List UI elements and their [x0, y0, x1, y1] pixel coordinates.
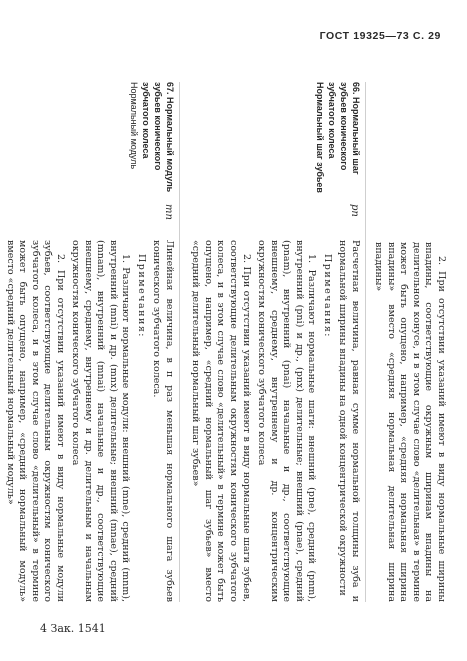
- term-entry-67: [0, 82, 179, 602]
- term-name: 66. Нормальный шаг зубьев конического зубчатого колеса Нормальный шаг зубьев: [315, 82, 361, 193]
- definition-cell: [0, 234, 179, 602]
- symbol-cell: pn: [348, 204, 360, 217]
- term-cell: [0, 82, 179, 202]
- intro-note-text: 2. При отсутствии указаний имеют в виду нормальные ширины впадины, соответствующие окружным ширинам впадины на делительном конусе, и в этом случае слово «делительная» в термине может быть опущено, например, «средняя нормальная ширина впадины» вместо «средняя нормальная делительная ширина впадины»: [373, 242, 447, 602]
- rotated-content: [4, 82, 451, 602]
- intro-note: [365, 82, 451, 602]
- term-short-name: Нормальный модуль: [129, 82, 140, 170]
- term-entry-66: [179, 82, 365, 602]
- term-name: 67. Нормальный модуль зубьев конического зубчатого колеса: [141, 82, 175, 193]
- note-2: 2. При отсутствии указаний имеют в виду нормальные модули зубьев, соответствующие делительным окружностям конического зубчатого колеса, и в этом случае слово «делительный» в термине может быть опущено, например, «средний нормальный модуль» вместо «средний делительный нормальный модуль»: [4, 240, 66, 602]
- page-footer: 4 Зак. 1541: [40, 622, 106, 635]
- page-header: ГОСТ 19325—73 С. 29: [319, 30, 441, 42]
- term-cell: [180, 82, 365, 202]
- notes-heading: Примечания:: [321, 254, 333, 339]
- definition-text: Расчетная величина, равная сумме нормальной толщины зуба и нормальной ширины впадины на одной концентрической окружности: [337, 240, 361, 602]
- note-1: 1. Различают нормальные шаги: внешний (pne), средний (pnm), внутренний (pni) и др., (pnx) делительные; внешний (pnae), средний (pnam), внутренний (pnai) начальные и др., соответствующие внешнему, среднему, внутреннему и др. концентрическим окружностям конического зубчатого колеса: [256, 240, 318, 602]
- symbol-cell: mn: [162, 204, 174, 220]
- definition-cell: [180, 234, 365, 602]
- notes-heading: Примечания:: [135, 254, 147, 339]
- note-1: 1. Различают нормальные модули: внешний (mne), средний (mnm), внутренний (mni) и др. (mnx) делительные; внешний (mnae), средний (mnam), внутренний (mnai) начальные и др., соответствующие внешнему, среднему, внутреннему и др. делительным и начальным окружностям конического зубчатого колеса: [70, 240, 132, 602]
- note-2: 2. При отсутствии указаний имеют в виду нормальные шаги зубьев, соответствующие делительным окружностям конического зубчатого колеса, и в этом случае слово «делительный» в термине может быть опущено, например, «средний нормальный шаг зубьев» вместо «средний делительный нормальный шаг зубьев»: [190, 240, 252, 602]
- definition-text: Линейная величина, в π раз меньшая нормального шага зубьев конического зубчатого колеса.: [151, 240, 175, 602]
